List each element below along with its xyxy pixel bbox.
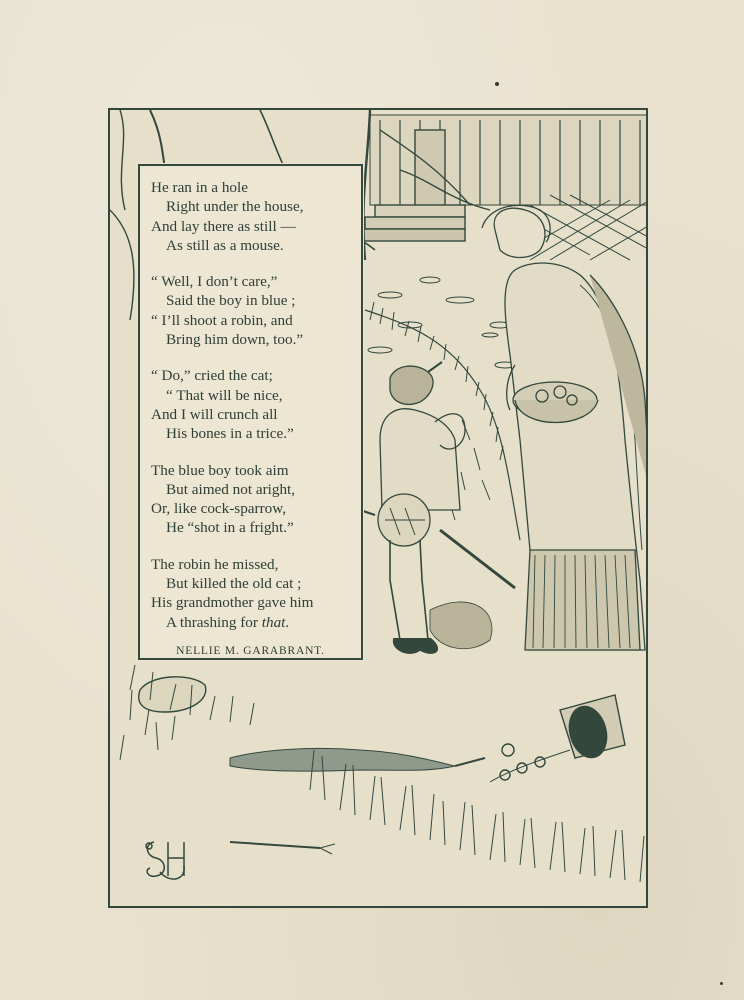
poem-line: As still as a mouse. <box>166 236 284 254</box>
poem-author: NELLIE M. GARABRANT. <box>176 644 325 657</box>
poem-line: Said the boy in blue ; <box>166 292 296 310</box>
poem-stanzas <box>151 178 361 632</box>
poem-stanza <box>151 366 361 443</box>
poem-line: “ That will be nice, <box>166 386 283 404</box>
artist-monogram-icon <box>140 836 190 884</box>
poem-line: “ I’ll shoot a robin, and <box>151 311 293 329</box>
poem-line: But killed the old cat ; <box>166 575 302 593</box>
poem-line: “ Do,” cried the cat; <box>151 367 273 385</box>
poem-stanza <box>151 272 361 349</box>
poem-line: Bring him down, too.” <box>166 331 304 349</box>
poem-text-box <box>138 164 363 660</box>
poem-line: He “shot in a fright.” <box>166 519 294 537</box>
poem-stanza <box>151 178 361 255</box>
ink-speck <box>495 82 499 86</box>
emphasized-word: that <box>261 613 286 631</box>
poem-line: His grandmother gave him <box>151 594 314 612</box>
poem-line: Or, like cock-sparrow, <box>151 500 287 518</box>
poem-stanza <box>151 461 361 538</box>
poem-line: “ Well, I don’t care,” <box>151 273 278 291</box>
poem-stanza <box>151 555 361 632</box>
poem-line: He ran in a hole <box>151 179 248 196</box>
poem-line: A thrashing for that. <box>166 613 290 631</box>
ink-speck <box>720 982 723 985</box>
poem-line: And I will crunch all <box>151 405 278 423</box>
poem-line: His bones in a trice.” <box>166 425 294 443</box>
poem-line: But aimed not aright, <box>166 480 296 498</box>
poem-line: Right under the house, <box>166 198 304 216</box>
poem-line: And lay there as still — <box>151 217 296 235</box>
poem-line: The blue boy took aim <box>151 461 289 479</box>
poem-line: The robin he missed, <box>151 555 279 573</box>
